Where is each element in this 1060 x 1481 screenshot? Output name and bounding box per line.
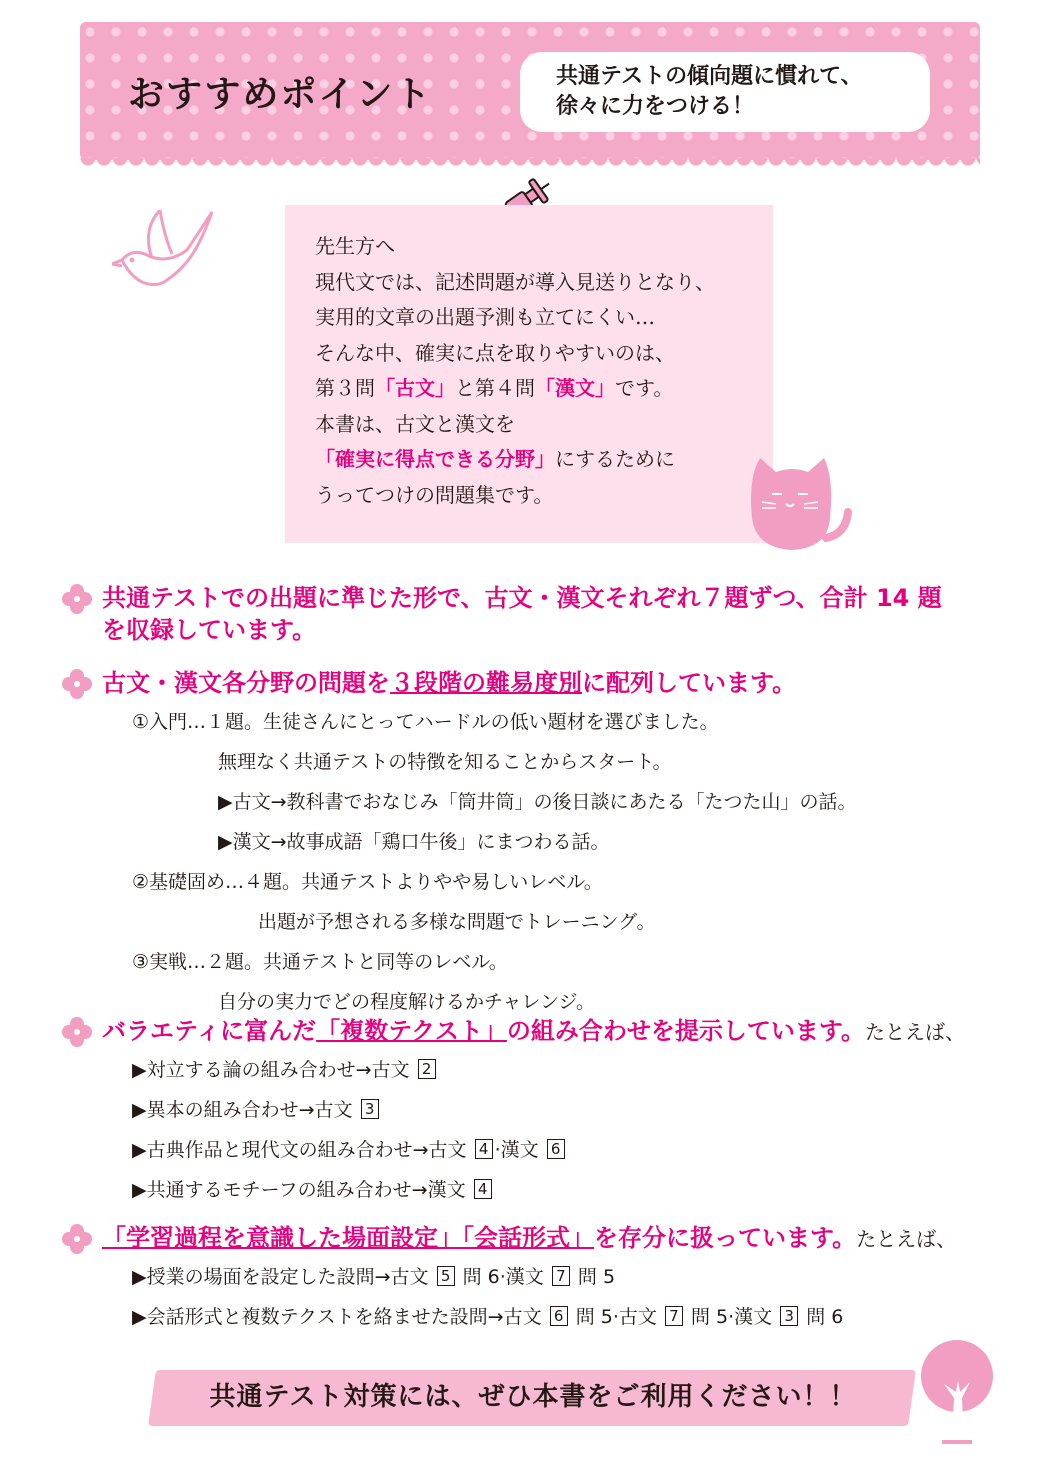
clover-icon bbox=[60, 1015, 94, 1049]
teacher-note: 先生方へ 現代文では、記述問題が導入見送りとなり、 実用的文章の出題予測も立てにくい… そんな中、確実に点を取りやすいのは、 第３問「古文」と第４問「漢文」です。 本書は、古文と漢文を 「確実に得点できる分野」にするために うってつけの問題集です。 bbox=[285, 205, 773, 543]
tree-icon bbox=[912, 1336, 1002, 1446]
banner-title: おすすめポイント bbox=[128, 74, 433, 115]
point-4: 「学習過程を意識した場面設定」「会話形式」を存分に扱っています。たとえば、 ▶授業の場面を設定した設問→古文 5 問 6·漢文 7 問 5 ▶会話形式と複数テクストを絡ませた設問→古文 6 問 5·古文 7 問 5·漢文 3 問 6 bbox=[60, 1222, 1020, 1334]
point-1: 共通テストでの出題に準じた形で、古文・漢文それぞれ７題ずつ、合計 14 題 を収録しています。 bbox=[60, 582, 1020, 646]
point-2: 古文・漢文各分野の問題を３段階の難易度別に配列しています。 ①入門…１題。生徒さんにとってハードルの低い題材を選びました。 無理なく共通テストの特徴を知ることからスタート。 ▶古文→教科書でおなじみ「筒井筒」の後日談にあたる「たつた山」の話。 ▶漢文→故事成語「鶏口牛後」にまつわる話。 ②基礎固め…４題。共通テストよりやや易しいレベル。 出題が予想される多様な問題でトレーニング。 ③実戦…２題。共通テストと同等のレベル。 自分の実力でどの程度解けるかチャレンジ。 bbox=[60, 667, 1020, 1019]
clover-icon bbox=[60, 667, 94, 701]
clover-icon bbox=[60, 582, 94, 616]
clover-icon bbox=[60, 1222, 94, 1256]
bird-icon bbox=[112, 210, 222, 300]
point-3: バラエティに富んだ「複数テクスト」の組み合わせを提示しています。たとえば、 ▶対立する論の組み合わせ→古文 2 ▶異本の組み合わせ→古文 3 ▶古典作品と現代文の組み合わせ→古文 4 ·漢文 6 ▶共通するモチーフの組み合わせ→漢文 4 bbox=[60, 1015, 1020, 1207]
cat-icon bbox=[742, 448, 852, 558]
footer-message: 共通テスト対策には、ぜひ本書をご利用ください！！ bbox=[209, 1382, 857, 1412]
banner-tagline: 共通テストの傾向題に慣れて、 徐々に力をつける！ bbox=[520, 52, 930, 132]
header-banner bbox=[80, 22, 980, 160]
